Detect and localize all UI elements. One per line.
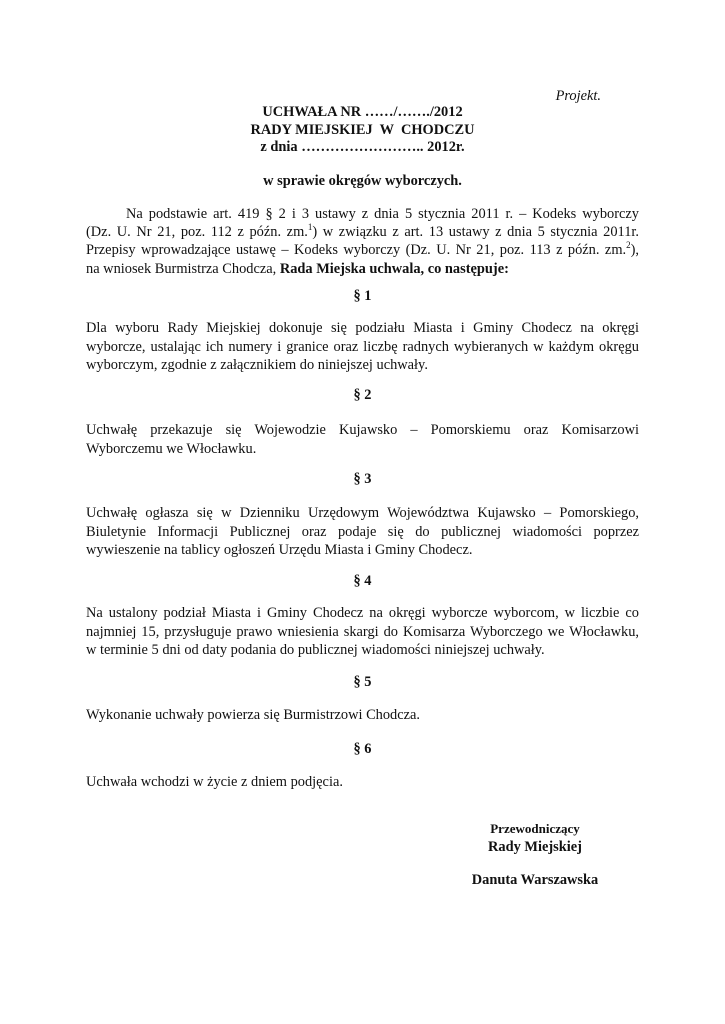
preamble-enacting-clause: Rada Miejska uchwala, co następuje: [279,260,509,277]
signature-role: Przewodniczący [490,821,580,836]
title-council: RADY MIEJSKIEJ W CHODCZU [250,121,475,138]
preamble [86,205,639,278]
section-4-line-3: w terminie 5 dni od daty podania do publicznej wiadomości niniejszej uchwały. [86,642,545,659]
section-3-heading: § 3 [353,471,372,487]
preamble-line-3-start: Przepisy wprowadzające ustawę – Kodeks wyborczy (Dz. U. Nr 21, poz. 113 z późn. zm. [86,242,627,259]
signature-name: Danuta Warszawska [471,872,599,889]
section-5-line-1: Wykonanie uchwały powierza się Burmistrzowi Chodcza. [86,707,421,723]
preamble-line-3-end: ), [630,242,639,259]
section-2-heading: § 2 [353,387,372,403]
section-4-text [86,604,639,660]
section-6-text [86,773,639,792]
section-2-text [86,421,639,458]
section-3-line-1: Uchwałę ogłasza się w Dzienniku Urzędowym Województwa Kujawsko – Pomorskiego, [86,505,639,521]
section-2-line-1: Uchwałę przekazuje się Wojewodzie Kujawsko – Pomorskiemu oraz Komisarzowi [86,422,639,438]
preamble-line-1: Na podstawie art. 419 § 2 i 3 ustawy z dnia 5 stycznia 2011 r. – Kodeks wyborczy [126,206,639,222]
section-6-heading: § 6 [353,741,372,757]
section-3-text [86,504,639,560]
section-5-text [86,706,639,725]
title-number: UCHWAŁA NR ……/……./2012 [262,104,463,120]
section-2-line-2: Wyborczemu we Włocławku. [86,440,257,457]
resolution-title [0,104,725,157]
resolution-subject: w sprawie okręgów wyborczych. [263,173,462,189]
draft-label: Projekt. [555,88,601,104]
footnote-ref-1: 1 [307,222,313,233]
preamble-line-2-start: (Dz. U. Nr 21, poz. 112 z późn. zm. [86,224,308,241]
preamble-line-4 [86,260,639,278]
section-1-line-2: wyborcze, ustalając ich numery i granice oraz liczbę radnych wybieranych w każdym okręgu [86,338,639,355]
preamble-line-3 [86,241,639,259]
footnote-ref-2: 2 [626,240,631,251]
section-1-line-1: Dla wyboru Rady Miejskiej dokonuje się podziału Miasta i Gminy Chodecz na okręgi [86,320,639,336]
section-3-line-2: Biuletynie Informacji Publicznej oraz podaje się do publicznej wiadomości poprzez [86,523,639,540]
section-1-line-3: wyborczym, zgodnie z załącznikiem do niniejszej uchwały. [86,357,428,374]
section-4-line-2: najmniej 15, przysługuje prawo wniesienia skargi do Komisarza Wyborczego we Włocławku, [86,623,639,640]
preamble-line-2 [86,223,639,241]
section-1-heading: § 1 [353,288,372,304]
section-3-line-3: wywieszenie na tablicy ogłoszeń Urzędu Miasta i Gminy Chodecz. [86,542,473,559]
signature-spacer [420,856,650,871]
preamble-line-2-end: ) w związku z art. 13 ustawy z dnia 5 stycznia 2011r. [312,224,640,241]
preamble-line-4-start: na wniosek Burmistrza Chodcza, [86,260,280,277]
section-6-line-1: Uchwała wchodzi w życie z dniem podjęcia. [86,774,343,790]
signature-body: Rady Miejskiej [488,839,582,856]
section-4-line-1: Na ustalony podział Miasta i Gminy Chodecz na okręgi wyborcze wyborcom, w liczbie co [86,605,639,621]
section-4-heading: § 4 [353,573,372,589]
section-1-text [86,319,639,375]
title-date: z dnia …………………….. 2012r. [260,139,465,155]
section-5-heading: § 5 [353,674,372,690]
signature-block [420,820,650,890]
